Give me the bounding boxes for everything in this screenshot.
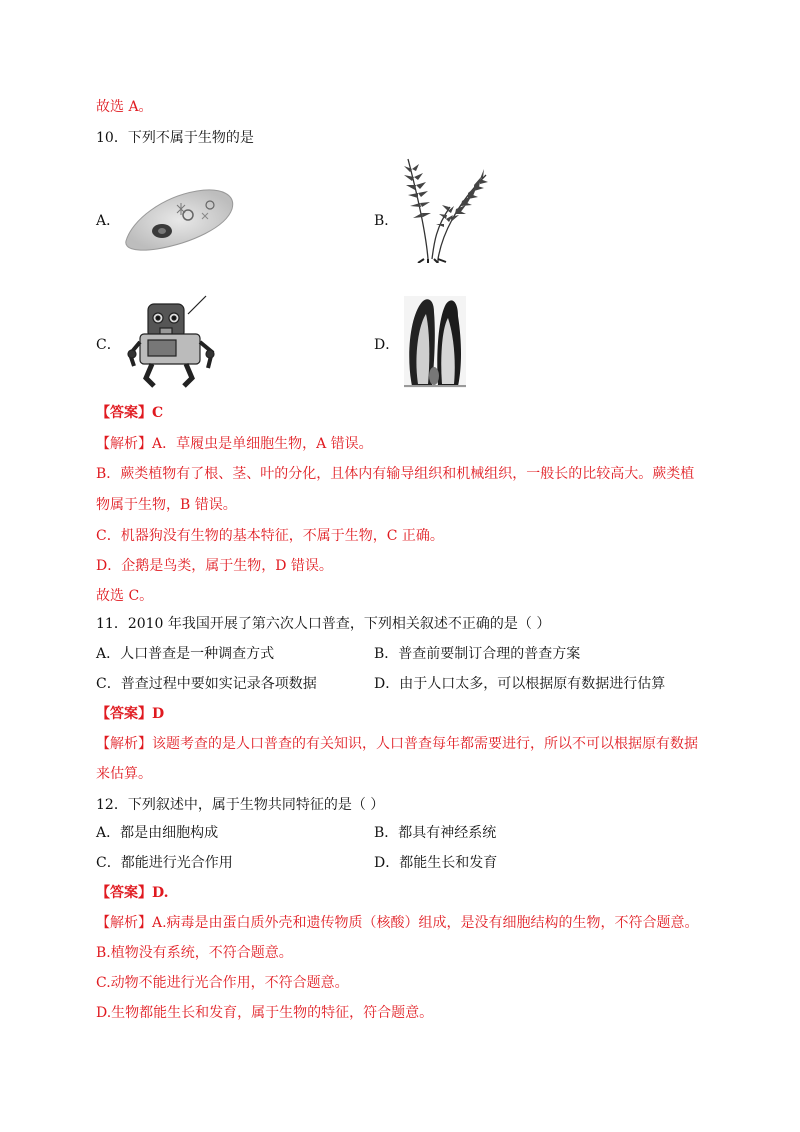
q11-opt-a: A．人口普查是一种调查方式: [96, 646, 275, 662]
q10-opt-d-label: D．: [374, 337, 400, 353]
q11-opt-b: B．普查前要制订合理的普查方案: [374, 646, 581, 662]
q10-opt-c-label: C．: [96, 337, 121, 353]
q12-analysis-line: C.动物不能进行光合作用，不符合题意。: [96, 975, 349, 991]
q11-opt-c: C．普查过程中要如实记录各项数据: [96, 676, 317, 692]
q10-opt-a-label: A．: [96, 213, 121, 229]
paramecium-image: [122, 185, 237, 253]
q10-answer: 【答案】C: [96, 405, 164, 421]
penguins-image: [404, 296, 466, 388]
q12-opt-d: D．都能生长和发育: [374, 855, 498, 871]
q10-conclusion: 故选 C。: [96, 588, 154, 604]
q12-stem: 12．下列叙述中，属于生物共同特征的是（ ）: [96, 797, 385, 813]
q12-opt-c: C．都能进行光合作用: [96, 855, 233, 871]
q11-stem: 11．2010 年我国开展了第六次人口普查，下列相关叙述不正确的是（ ）: [96, 616, 551, 632]
q11-opt-d: D．由于人口太多，可以根据原有数据进行估算: [374, 676, 666, 692]
q12-analysis-line: D.生物都能生长和发育，属于生物的特征，符合题意。: [96, 1005, 434, 1021]
q12-opt-b: B．都具有神经系统: [374, 825, 497, 841]
q11-analysis-line: 【解析】该题考查的是人口普查的有关知识，人口普查每年都需要进行，所以不可以根据原有数据: [96, 736, 698, 752]
prev-conclusion: 故选 A。: [96, 99, 153, 115]
q12-opt-a: A．都是由细胞构成: [96, 825, 219, 841]
q11-analysis-line: 来估算。: [96, 766, 152, 782]
q10-analysis-line: D．企鹅是鸟类，属于生物，D 错误。: [96, 558, 333, 574]
q10-analysis-line: 物属于生物，B 错误。: [96, 497, 237, 513]
q11-answer: 【答案】D: [96, 706, 165, 722]
q10-opt-b-label: B．: [374, 213, 399, 229]
q10-analysis-line: C．机器狗没有生物的基本特征，不属于生物，C 正确。: [96, 528, 444, 544]
q12-answer: 【答案】D.: [96, 885, 169, 901]
q10-analysis-line: B．蕨类植物有了根、茎、叶的分化，且体内有输导组织和机械组织，一般长的比较高大。蕨类植: [96, 466, 695, 482]
q10-stem: 10．下列不属于生物的是: [96, 130, 254, 146]
robot-dog-image: [126, 292, 218, 390]
q12-analysis-line: 【解析】A.病毒是由蛋白质外壳和遗传物质（核酸）组成，是没有细胞结构的生物，不符合题意。: [96, 915, 699, 931]
fern-image: [398, 155, 493, 263]
q12-analysis-line: B.植物没有系统，不符合题意。: [96, 945, 293, 961]
q10-analysis-line: 【解析】A．草履虫是单细胞生物，A 错误。: [96, 436, 373, 452]
